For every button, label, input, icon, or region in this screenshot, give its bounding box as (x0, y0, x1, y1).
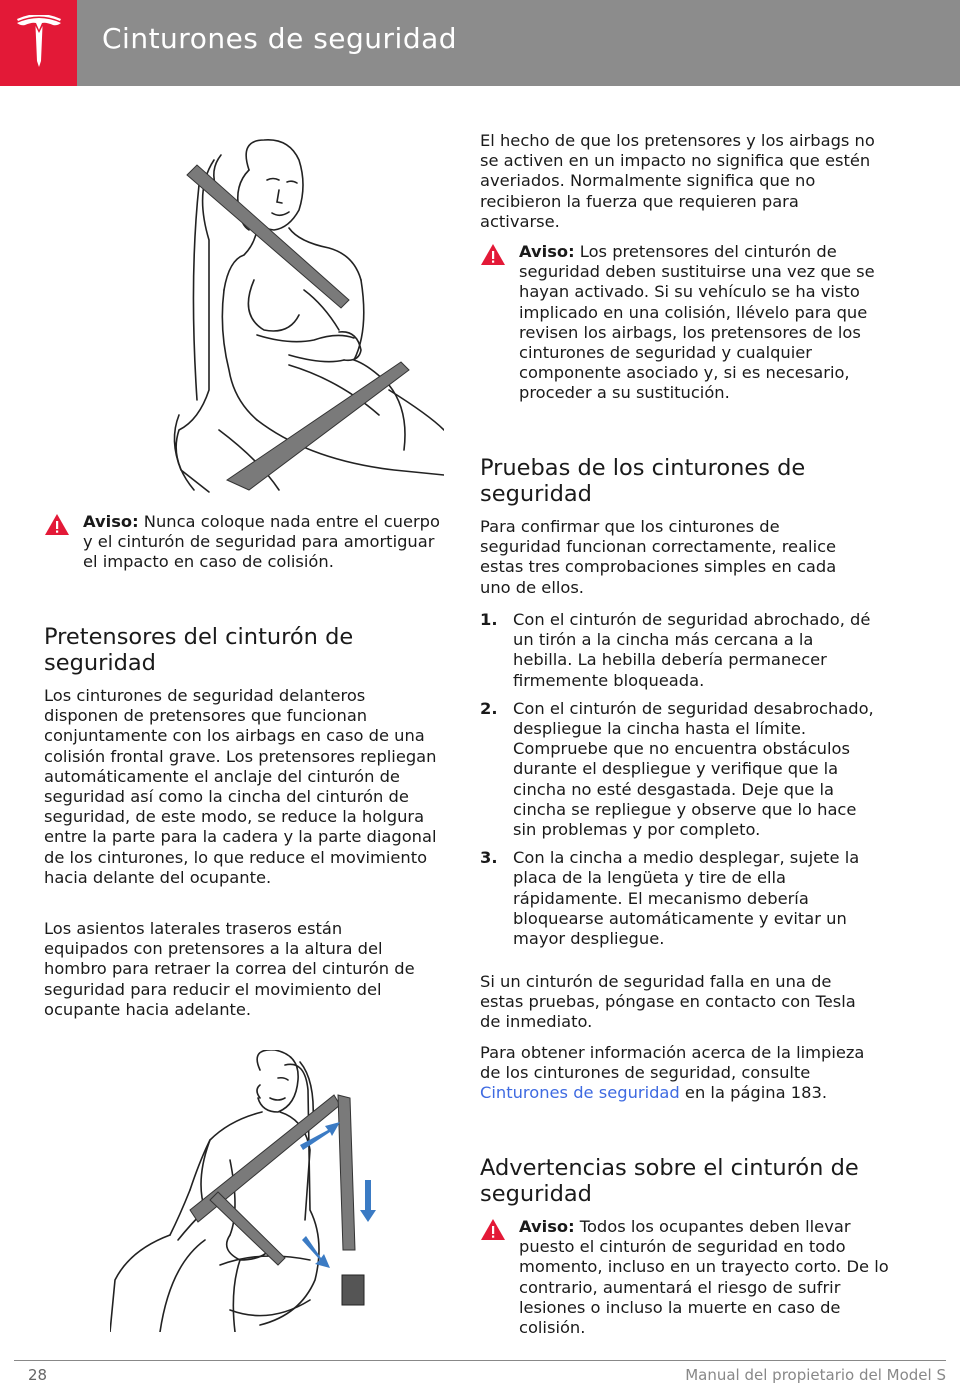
list-item (480, 610, 875, 691)
warning-text: Nunca coloque nada entre el cuerpo y el cinturón de seguridad para amortiguar el impacto en caso de colisión. (83, 512, 440, 572)
warning-label: Aviso: (519, 1217, 575, 1236)
warning-block (480, 242, 897, 404)
page-title: Cinturones de seguridad (102, 22, 458, 55)
warning-block (480, 1217, 897, 1338)
body-paragraph: El hecho de que los pretensores y los airbags no se activen en un impacto no significa que estén averiados. Normalmente significa que no recibieron la fuerza que requieren para activarse. (480, 131, 875, 231)
step-number: 1. (480, 610, 498, 629)
warning-icon (44, 513, 70, 536)
body-paragraph: Si un cinturón de seguridad falla en una de estas pruebas, póngase en contacto con Tesla de inmediato. (480, 972, 856, 1032)
step-text: Con la cincha a medio desplegar, sujete la placa de la lengüeta y tire de ella rápidamente. El mecanismo debería bloquearse automáticamente y evitar un mayor despliegue. (513, 848, 860, 949)
warning-icon (480, 243, 506, 266)
cross-reference-link[interactable]: Cinturones de seguridad (480, 1083, 680, 1103)
list-item (480, 848, 875, 949)
warning-icon (480, 1218, 506, 1241)
step-text: Con el cinturón de seguridad desabrochado, despliegue la cincha hasta el límite. Compruebe que no encuentra obstáculos durante el despliegue y verifique que la cincha no esté desgastada. Deje que la cincha se repliegue y observe que lo hace sin problemas y por completo. (513, 698, 874, 840)
warning-label: Aviso: (519, 242, 575, 261)
warning-text: Todos los ocupantes deben llevar puesto el cinturón de seguridad en todo momento, incluso en un trayecto corto. De lo contrario, aumentará el riesgo de sufrir lesiones o incluso la muerte en caso de colisión. (519, 1217, 889, 1338)
footer-manual-title: Manual del propietario del Model S (685, 1366, 946, 1384)
warning-label: Aviso: (83, 512, 139, 531)
section-heading: Advertencias sobre el cinturón de seguridad (480, 1155, 859, 1207)
body-paragraph: Para confirmar que los cinturones de seguridad funcionan correctamente, realice estas tres comprobaciones simples en cada uno de ellos. (480, 517, 837, 597)
body-paragraph: Los asientos laterales traseros están equipados con pretensores a la altura del hombro para retraer la correa del cinturón de seguridad para reducir el movimiento del ocupante hacia adelante. (44, 919, 415, 1019)
test-steps-list (480, 610, 875, 957)
tesla-logo-icon (13, 15, 65, 71)
body-paragraph (480, 1043, 875, 1104)
text: en la página 183. (679, 1083, 828, 1103)
section-heading: Pruebas de los cinturones de seguridad (480, 455, 806, 507)
page-header (0, 0, 960, 86)
warning-text: Los pretensores del cinturón de seguridad deben sustituirse una vez que se hayan activado. Si su vehículo se ha visto implicado en una colisión, llévelo para que revisen los airbags, los pretensores de los cinturones de seguridad y cualquier componente asociado y, si es necesario, proceder a su sustitución. (519, 242, 875, 403)
page-number: 28 (28, 1366, 48, 1384)
step-text: Con el cinturón de seguridad abrochado, dé un tirón a la cincha más cercana a la hebilla. La hebilla debería permanecer firmemente bloqueada. (513, 610, 871, 690)
footer-divider (14, 1360, 946, 1361)
text: Para obtener información acerca de la limpieza de los cinturones de seguridad, consulte (480, 1043, 865, 1083)
man-seatbelt-pretensioner-illustration (110, 1050, 410, 1332)
tesla-logo (0, 0, 77, 86)
section-heading: Pretensores del cinturón de seguridad (44, 624, 354, 676)
list-item (480, 699, 875, 840)
step-number: 2. (480, 698, 498, 718)
warning-block (44, 512, 453, 573)
pregnant-seatbelt-illustration (139, 130, 444, 495)
body-paragraph: Los cinturones de seguridad delanteros disponen de pretensores que funcionan conjuntamente con los airbags en caso de una colisión frontal grave. Los pretensores repliegan automáticamente el anclaje del cinturón de seguridad así como la cincha del cinturón de seguridad, de este modo, se reduce la holgura entre la parte para la cadera y la parte diagonal de los cinturones, lo que reduce el movimiento hacia delante del ocupante. (44, 686, 437, 887)
step-number: 3. (480, 848, 498, 868)
